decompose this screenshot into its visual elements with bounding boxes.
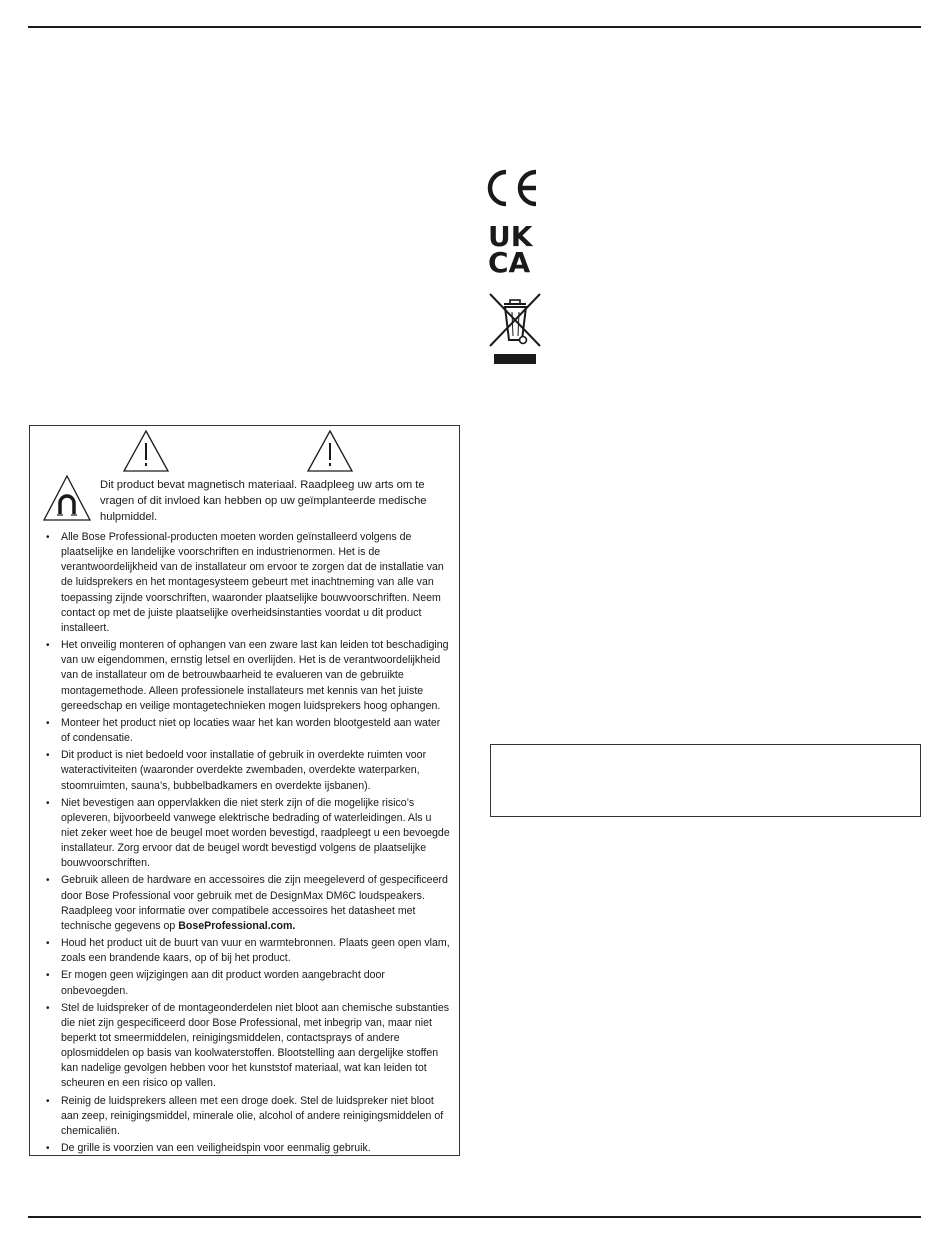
- crossed-bin-icon: [486, 290, 544, 366]
- warning-item-text: Gebruik alleen de hardware en accessoires die zijn meegeleverd of gespecificeerd door Bose Professional voor gebruik met de DesignMax DM6C loudspeakers. Raadpleeg voor informatie over compatibele accessoires het datasheet met technische gegevens op: [61, 874, 448, 932]
- warning-item: • Alle Bose Professional-producten moeten worden geïnstalleerd volgens de plaatselijke en landelijke voorschriften en industrienormen. Het is de verantwoordelijkheid van de installateur om ervoor te zorgen dat de installatie van de luidsprekers en het montagesysteem gebeurt met inachtneming van alle van toepassing zijnde voorschriften, waaronder plaatselijke bouwvoorschriften. Neem contact op met de juiste plaatselijke overheidsinstanties voordat u dit product installeert.: [44, 530, 450, 636]
- safety-warnings-box: [29, 425, 460, 1156]
- bottom-rule: [28, 1216, 921, 1218]
- warning-item: • De grille is voorzien van een veiligheidspin voor eenmalig gebruik.: [44, 1141, 450, 1156]
- top-rule: [28, 26, 921, 28]
- warning-item: • Monteer het product niet op locaties waar het kan worden blootgesteld aan water of condensatie.: [44, 716, 450, 746]
- ukca-line1: UK: [488, 223, 533, 253]
- warning-list: [44, 530, 450, 1158]
- magnet-notice: Dit product bevat magnetisch materiaal. Raadpleeg uw arts om te vragen of dit invloed kan hebben op uw geïmplanteerde medische hulpmiddel.: [100, 479, 427, 523]
- blank-frame: [490, 744, 921, 817]
- ukca-mark-icon: [488, 223, 544, 273]
- warning-triangle-icon: [306, 429, 354, 473]
- warning-triangle-icon: [122, 429, 170, 473]
- website-link: BoseProfessional.com.: [178, 919, 296, 932]
- warning-item: • Dit product is niet bedoeld voor installatie of gebruik in overdekte ruimten voor wateractiviteiten (waaronder overdekte zwembaden, overdekte waterparken, stoomruimten, sauna’s, bubbelbadkamers en overdekte ijsbanen).: [44, 748, 450, 793]
- warning-item: • Reinig de luidsprekers alleen met een droge doek. Stel de luidspreker niet bloot aan zeep, reinigingsmiddel, minerale olie, alcohol of andere reinigingsmiddelen of chemicaliën.: [44, 1094, 450, 1139]
- warning-item: [44, 873, 450, 934]
- magnet-warning-icon: [42, 474, 92, 522]
- warning-item: • Er mogen geen wijzigingen aan dit product worden aangebracht door onbevoegden.: [44, 968, 450, 998]
- warning-item: • Houd het product uit de buurt van vuur en warmtebronnen. Plaats geen open vlam, zoals een brandende kaars, op of bij het product.: [44, 936, 450, 966]
- ukca-line2: CA: [488, 246, 531, 273]
- ce-mark-icon: [486, 168, 542, 208]
- warning-item: • Het onveilig monteren of ophangen van een zware last kan leiden tot beschadiging van uw eigendommen, ernstig letsel en overlijden. Het is de verantwoordelijkheid van de installateur om de betrouwbaarheid te evalueren van de gebruikte montagemethode. Alleen professionele installateurs met kennis van het juiste gereedschap en veilige montagetechnieken mogen luidsprekers hoog ophangen.: [44, 638, 450, 714]
- warning-item: • Stel de luidspreker of de montageonderdelen niet bloot aan chemische substanties die niet zijn gespecificeerd door Bose Professional, met inbegrip van, maar niet beperkt tot smeermiddelen, reinigingsmiddelen, contactsprays of andere oplosmiddelen op basis van koolwaterstoffen. Blootstelling aan dergelijke stoffen kan nadelige gevolgen hebben voor het kunststof materiaal, wat kan leiden tot scheuren en een risico op vallen.: [44, 1001, 450, 1092]
- warning-item: • Niet bevestigen aan oppervlakken die niet sterk zijn of die mogelijke risico’s opleveren, bijvoorbeeld vanwege elektrische bedrading of waterleidingen. Als u niet zeker weet hoe de beugel moet worden bevestigd, raadpleegt u een bevoegde installateur. Zorg ervoor dat de beugel wordt bevestigd volgens de plaatselijke bouwvoorschriften.: [44, 796, 450, 872]
